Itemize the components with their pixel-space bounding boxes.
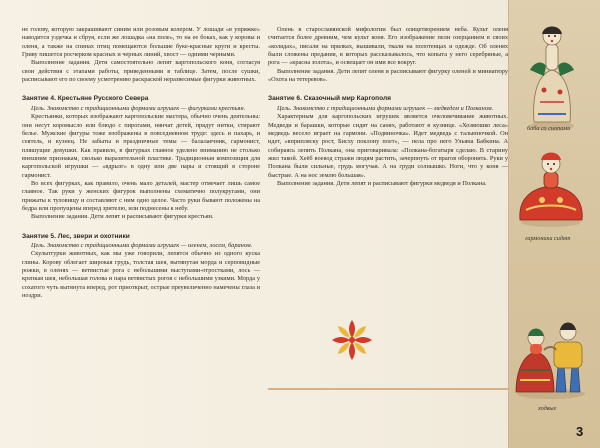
paragraph: Выполнение задания. Дети самостоятельно лепят каргопольского коня, согласуя свои действия с этапами работы, приведенными в таблице. Затем, после сушки, расписывают его по своему усмотрению раскраской неразвесимые фигурки животных. — [22, 59, 260, 84]
page-number: 3 — [576, 424, 584, 439]
paragraph: Цель. Знакомство с традиционными формами игрушек — оленем, лосем, бараном. — [31, 242, 253, 250]
figure-caption: баба со снопами — [527, 125, 571, 132]
paragraph: Крестьянки, которых изображают каргопольские мастера, обычно очень деятельны: они несут коромысло или блюдо с пирогами, нянчат детей, прядут нитки, стирают белье. Мужские фигуры тоже изображены в повседневном труде: здесь и пахарь, и сеятель, и кузнец. Не забыты и праздничные темы — балалаечник, гармонист, пляшущие девушки. Как правило, в фигурках главное уделено вниманию не столько внешним признакам, сколько выразительной пластике. Традиционная композиция для каргопольской игрушки — «вдрызг» в одну или две пары и стоящий в стороне гармонист. — [22, 113, 260, 179]
folk-ornament-icon — [330, 318, 374, 362]
section-heading: Занятие 6. Сказочный мир Каргополя — [268, 95, 392, 103]
paragraph: Выполнение задания. Дети лепят оленя и расписывают фигурку оленей и миниатюру «Охота на тетеревов». — [268, 67, 508, 84]
toy-figure-seated-icon — [512, 148, 590, 230]
left-text-column — [22, 26, 260, 300]
paragraph: Цель. Знакомство с традиционными формами игрушек — медведем и Полканом. — [277, 104, 494, 112]
paragraph: не голову, которую закрашивают синим или розовым колером. У лошади «в упряжке» наводится уздечка и сбруя, если же лошадка «на поле», то на ее боках, как у коровы и оленя, а также на спинах птиц помещаются большие букe-красные круги и кресты. Гриву пишется росчерком красных и черных линий, хвост — одними черными. — [22, 26, 260, 59]
paragraph: Характерным для каргопольских игрушек является очеловечивание животных. Медведи и барашки, которые сидят на санях, работают в кузнице. «Хозяюшко леса» медведь весело играет на гармони. «Подвиночка». Идет медведь с талынночкой. Он идет, «вприпляску рост, Бисху поклону поет», — пела про него Ульяна Бабкина. А собираясь лепить Полкана, она приговаривала: «Полкана-богатыря сделаю. В старину жил такой. Хеёб воевод стражи людям растить, зачерпнуть от врагов оборонить. Руки у Полкана были сильные, грудь могучая. А на груди солнышко. Ноги, что у коня — быстрые. А на нос землю большая». — [268, 113, 508, 179]
figure-caption: гармоники сидят — [525, 235, 571, 242]
section-heading: Занятие 4. Крестьяне Русского Севера — [22, 95, 149, 103]
paragraph: Скульптурки животных, как мы уже говорили, лепятся обычно из одного куска глины. Корову облегает широкая грудь, толстая шея, вытянутая морда и серповидные рожки, в оленях — ветвистые рога с небольшими выступами-отростками, лось — крепкая шея, небольшая голова и пара ветвистых рогов с небольшими узкими. Морда у сохатого чуть вытянута вперед, рот приоткрыт, острые преувеличенно намечены глаза и ноздри. — [22, 250, 260, 300]
paragraph: Цель. Знакомство с традиционными формами игрушек — фигурками крестьян. — [31, 104, 246, 112]
middle-text-column — [268, 26, 508, 188]
figure-caption: ходвые — [538, 405, 557, 412]
paragraph: Выполнение задания. Дети лепят и расписывают фигурки крестьян. — [31, 213, 214, 221]
paragraph: Олень в старославянской мифологии был олицетворением неба. Культ оленя считается более древним, чем культ коня. Его изображение пели озерцанием в своих «колядах», писали на прялках, вышивали, ткали на полотенцах и одежде. Об оленях были сложены предания, в которых рассказывалось, что копыта у него серебряные, а рога — «красна золота», и освещает он ими все вокруг. — [268, 26, 508, 67]
paragraph: Во всех фигурках, как правило, очень мало деталей, мастер отмечает лишь самое главное. Так руки у женских фигурок выполнены схематично полукругами, они прижаты к туловищу и составляют с ним одно целое. Часто руки бывают положены на бедра или пропущены вперед зрителю, или поднесены к небу. — [22, 179, 260, 212]
bottom-rule — [268, 388, 508, 390]
toy-figure-woman-icon — [520, 14, 584, 134]
section-heading: Занятие 5. Лес, звери и охотники — [22, 232, 130, 240]
paragraph: Выполнение задания. Дети лепят и расписывают фигурки медведя и Полкана. — [277, 179, 487, 187]
toy-figure-couple-icon — [510, 300, 592, 400]
